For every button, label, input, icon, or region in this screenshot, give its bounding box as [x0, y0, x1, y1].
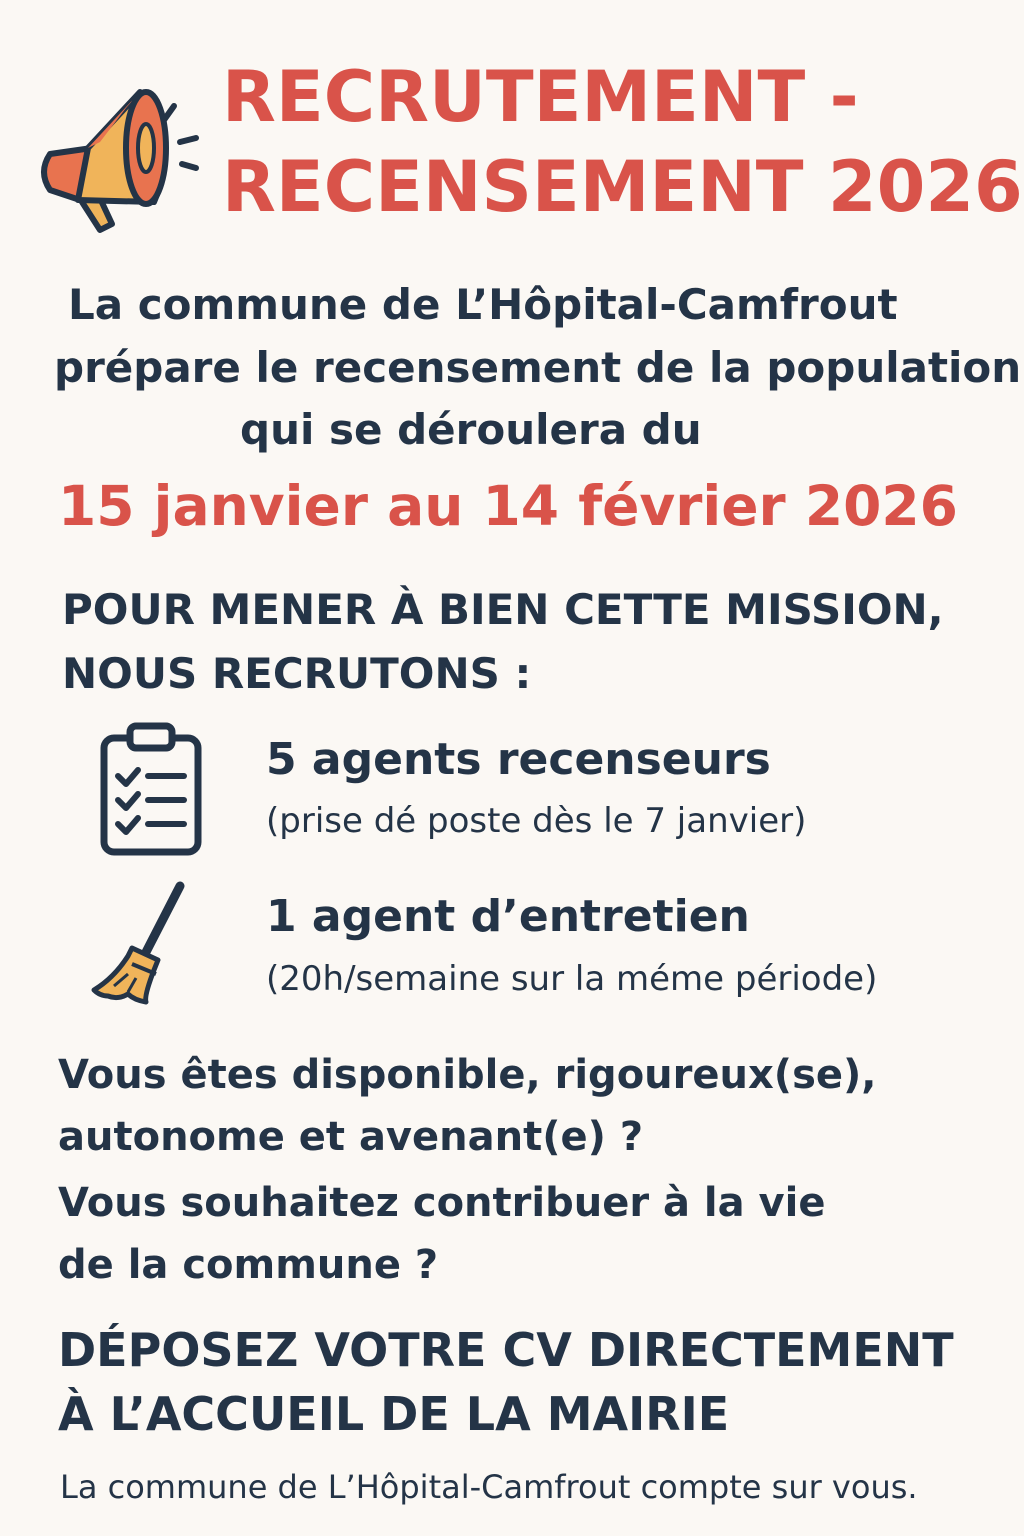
mission-line-1: POUR MENER À BIEN CETTE MISSION,	[62, 585, 944, 634]
footer-text: La commune de L’Hôpital-Camfrout compte sur vous.	[60, 1468, 918, 1506]
intro-line-1: La commune de L’Hôpital-Camfrout	[68, 280, 898, 329]
clipboard-checklist-icon	[96, 718, 206, 858]
intro-line-3: qui se déroulera du	[240, 405, 702, 454]
job-1-title: 5 agents recenseurs	[266, 734, 771, 785]
intro-line-2: prépare le recensement de la population	[54, 343, 1022, 392]
page-title	[222, 52, 1023, 232]
mission-line-2: NOUS RECRUTONS :	[62, 649, 532, 698]
cta-line-1: DÉPOSEZ VOTRE CV DIRECTEMENT	[58, 1323, 954, 1377]
broom-icon	[84, 878, 194, 1008]
question-1-line-2: autonome et avenant(e) ?	[58, 1114, 644, 1160]
question-1	[58, 1044, 876, 1168]
job-2-note: (20h/semaine sur la méme période)	[266, 959, 878, 999]
megaphone-icon	[30, 82, 210, 252]
question-2-line-1: Vous souhaitez contribuer à la vie	[58, 1180, 826, 1226]
census-dates: 15 janvier au 14 février 2026	[58, 474, 958, 538]
question-2	[58, 1172, 825, 1296]
mission-heading	[62, 578, 944, 706]
question-2-line-2: de la commune ?	[58, 1242, 439, 1288]
title-line-2: RECENSEMENT 2026	[222, 146, 1023, 228]
title-line-1: RECRUTEMENT -	[222, 56, 859, 138]
question-1-line-1: Vous êtes disponible, rigoureux(se),	[58, 1052, 877, 1098]
job-2-title: 1 agent d’entretien	[266, 891, 750, 942]
call-to-action	[58, 1318, 954, 1446]
job-1-note: (prise dé poste dès le 7 janvier)	[266, 801, 807, 841]
cta-line-2: À L’ACCUEIL DE LA MAIRIE	[58, 1387, 730, 1441]
